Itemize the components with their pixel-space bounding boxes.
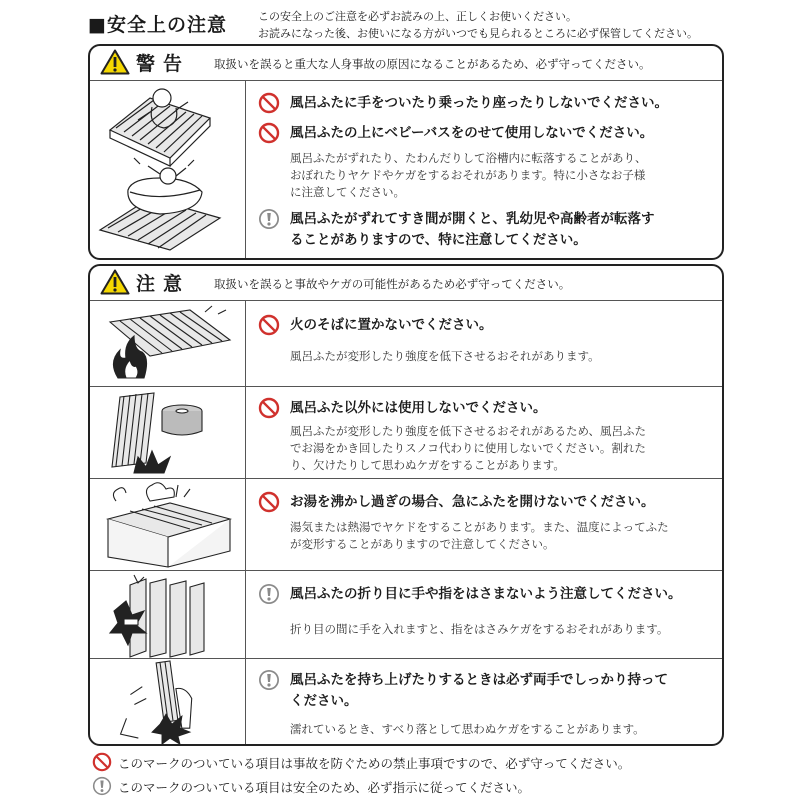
caution-row-4 (90, 570, 722, 659)
caution-section (88, 264, 724, 746)
body-line: 風呂ふたが変形したり強度を低下させるおそれがあります。 (290, 349, 600, 363)
prohibition-icon (258, 92, 280, 114)
page-header (88, 8, 800, 48)
warning-header (90, 46, 722, 81)
prohibition-icon (258, 314, 280, 336)
prohibition-icon (258, 397, 280, 419)
caution-exclamation-icon (92, 776, 112, 796)
warning-item-2-body (290, 150, 714, 201)
caution-item-5 (258, 669, 714, 739)
caution-item-5-heading (290, 670, 714, 712)
body-line: 折り目の間に手を入れますと、指をはさみケガをするおそれがあります。 (290, 622, 669, 636)
lifting-illustration (90, 659, 246, 744)
legend-prohibition (92, 752, 712, 772)
caution-label (100, 268, 190, 296)
child-on-bath-cover-illustration (90, 80, 245, 258)
caution-item-3-body (290, 519, 714, 553)
warning-label (100, 48, 190, 76)
warning-item-3-heading (290, 209, 714, 251)
steam-illustration (90, 479, 246, 571)
fire-scene (90, 300, 245, 386)
page-title: ■安全上の注意 (88, 14, 227, 36)
legend-caution (92, 776, 712, 796)
heading-line: 風呂ふたがずれてすき間が開くと、乳幼児や高齢者が転落す (290, 211, 655, 227)
warning-triangle-icon (100, 49, 130, 75)
body-line: 濡れているとき、すべり落として思わぬケガをすることがあります。 (290, 722, 645, 736)
pinch-illustration (90, 571, 246, 659)
body-line: 風呂ふたが変形したり強度を低下させるおそれがあるため、風呂ふた (290, 424, 647, 438)
body-line: が変形することがありますので注意してください。 (290, 537, 555, 551)
steam-burst-scene (90, 479, 245, 571)
caution-exclamation-icon (258, 208, 280, 230)
caution-item-2-body (290, 423, 714, 474)
caution-row-1 (90, 300, 722, 386)
caution-row-3 (90, 478, 722, 571)
body-line: 風呂ふたがずれたり、たわんだりして浴槽内に転落することがあり、 (290, 151, 647, 165)
warning-label-text: 警告 (136, 52, 191, 75)
warning-row (90, 80, 722, 258)
warning-item-3 (258, 208, 714, 252)
caution-header (90, 266, 722, 301)
caution-item-2-heading: 風呂ふた以外には使用しないでください。 (290, 400, 547, 416)
legend-caution-text: このマークのついている項目は安全のため、必ず指示に従ってください。 (118, 780, 531, 795)
legend-prohibition-text: このマークのついている項目は事故を防ぐための禁止事項ですので、必ず守ってください。 (118, 756, 631, 771)
caution-item-5-body (290, 721, 714, 738)
prohibition-icon (258, 122, 280, 144)
caution-item-4-heading: 風呂ふたの折り目に手や指をはさまないよう注意してください。 (290, 586, 682, 602)
body-line: でお湯をかき回したりスノコ代わりに使用しないでください。割れた (290, 441, 646, 455)
caution-item-2 (258, 397, 714, 473)
body-line: に注意してください。 (290, 185, 405, 199)
prohibition-icon (258, 491, 280, 513)
header-note-line-2: お読みになった後、お使いになる方がいつでも見られるところに必ず保管してください。 (258, 27, 698, 40)
body-line: 湯気または熱湯でヤケドをすることがあります。また、温度によってふた (290, 520, 669, 534)
heading-line: 風呂ふたを持ち上げたりするときは必ず両手でしっかり持って (290, 672, 668, 688)
caution-item-1-heading: 火のそばに置かないでください。 (290, 317, 493, 333)
misuse-illustration (90, 387, 246, 479)
finger-pinch-scene (90, 571, 245, 659)
cover-under-weight-scene (90, 387, 245, 479)
warning-item-1-heading: 風呂ふたに手をついたり乗ったり座ったりしないでください。 (290, 95, 668, 111)
caution-item-3-heading: お湯を沸かし過ぎの場合、急にふたを開けないでください。 (290, 494, 655, 510)
body-line: り、欠けたりして思わぬケガをすることがあります。 (290, 458, 565, 472)
warning-triangle-icon (100, 269, 130, 295)
caution-row-2 (90, 386, 722, 479)
caution-exclamation-icon (258, 669, 280, 691)
caution-item-4-body (290, 621, 714, 638)
body-line: おぼれたりヤケドやケガをするおそれがあります。特に小さなお子様 (290, 168, 646, 182)
caution-item-3 (258, 491, 714, 561)
heading-line: ることがありますので、特に注意してください。 (290, 232, 587, 248)
warning-item-2 (258, 122, 714, 202)
fire-illustration (90, 300, 246, 386)
caution-item-4 (258, 583, 714, 647)
warning-section (88, 44, 724, 260)
prohibition-icon (92, 752, 112, 772)
warning-item-1 (258, 92, 714, 116)
dropping-cover-scene (90, 659, 245, 744)
caution-intro: 取扱いを誤ると事故やケガの可能性があるため必ず守ってください。 (214, 277, 571, 291)
caution-item-1 (258, 314, 714, 374)
warning-illustration (90, 80, 246, 258)
caution-row-5 (90, 658, 722, 744)
warning-item-2-heading: 風呂ふたの上にベビーバスをのせて使用しないでください。 (290, 125, 654, 141)
caution-label-text: 注意 (136, 272, 191, 295)
header-note-line-1: この安全上のご注意を必ずお読みの上、正しくお使いください。 (258, 10, 577, 23)
caution-exclamation-icon (258, 583, 280, 605)
caution-item-1-body (290, 348, 714, 365)
heading-line: ください。 (290, 693, 358, 709)
warning-intro: 取扱いを誤ると重大な人身事故の原因になることがあるため、必ず守ってください。 (214, 57, 651, 71)
